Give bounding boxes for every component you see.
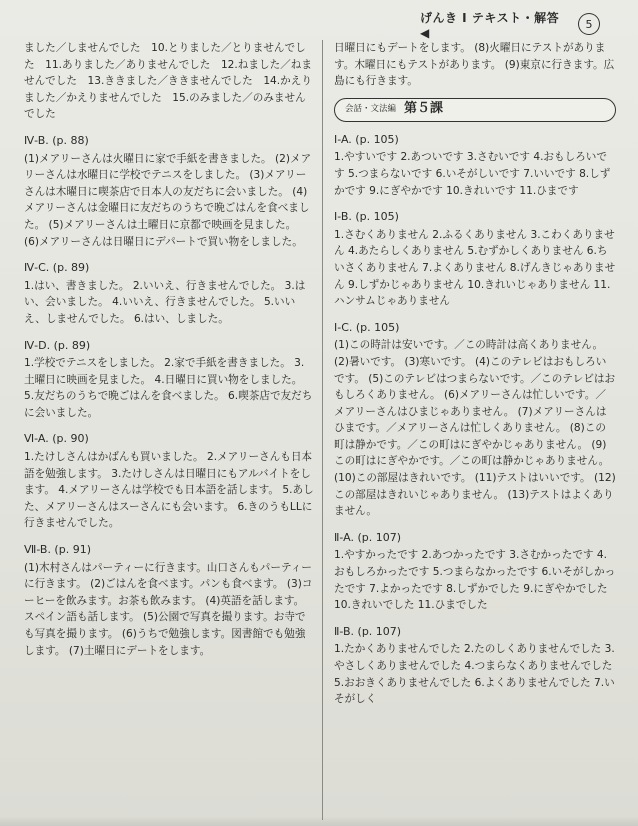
section-heading: Ⅰ-C. (p. 105)	[334, 320, 400, 334]
header-title: げんき I テキスト・解答◀	[420, 10, 560, 40]
section-heading: Ⅰ-B. (p. 105)	[334, 210, 399, 224]
section-body: 1.たかくありませんでした 2.たのしくありませんでした 3.やさしくありませんでした 4.つまらなくありませんでした 5.おおきくありませんでした 6.よくありませんでした 7.いそがしく	[334, 643, 616, 706]
right-intro-text: 日曜日にもデートをします。 (8)火曜日にテストがあります。木曜日にもテストがあります。 (9)東京に行きます。広島にも行きます。	[334, 42, 615, 88]
right-column	[334, 40, 616, 708]
section-heading: Ⅵ-A. (p. 90)	[24, 432, 89, 446]
section-body: 1.はい、書きました。 2.いいえ、行きませんでした。 3.はい、会いました。 4.いいえ、行きませんでした。 5.いいえ、しませんでした。 6.はい、しました。	[24, 279, 306, 325]
page-bottom-shadow	[0, 816, 638, 826]
section-body: (1)この時計は安いです。／この時計は高くありません。 (2)暑いです。 (3)寒いです。 (4)このテレビはおもしろいです。 (5)このテレビはつまらないです。／このテレビはおもしろくありません。 (6)メアリーさんは忙しいです。／メアリーさんはひまじゃありません。 (7)メアリーさんはひまです。／メアリーさんは忙しくありません。 (8)この町は静かです。／この町はにぎやかじゃありません。 (9)この町はにぎやかです。／この町は静かじゃありません。 (10)この部屋はきれいです。 (11)テストはいいです。 (12)この部屋はきれいじゃありません。 (13)テストはよくありません。	[334, 339, 616, 518]
section-body: (1)木村さんはパーティーに行きます。山口さんもパーティーに行きます。 (2)ごはんを食べます。パンも食べます。 (3)コーヒーを飲みます。お茶も飲みます。 (4)英語を話します。スペイン語も話します。 (5)公園で写真を撮ります。お寺でも写真を撮ります。 (6)うちで勉強します。図書館でも勉強します。 (7)土曜日にデートをします。	[24, 561, 313, 657]
section-body: 1.たけしさんはかばんも買いました。 2.メアリーさんも日本語を勉強します。 3.たけしさんは日曜日にもアルバイトをします。 4.メアリーさんは学校でも日本語を話します。 5.あした、メアリーさんはスーさんにも会います。 6.きのうもLLに行きませんでした。	[24, 451, 314, 530]
lesson-header-box	[334, 98, 616, 122]
column-divider	[322, 40, 323, 820]
section-body: 1.やすかったです 2.あつかったです 3.さむかったです 4.おもしろかったです 5.つまらなかったです 6.いそがしかったです 7.よかったです 8.しずかでした 9.にぎやかでした 10.きれいでした 11.ひまでした	[334, 549, 616, 612]
section-body: (1)メアリーさんは火曜日に家で手紙を書きました。 (2)メアリーさんは水曜日に学校でテニスをしました。 (3)メアリーさんは木曜日に喫茶店で日本人の友だちに会いました。 (4)メアリーさんは金曜日に友だちのうちで晩ごはんを食べました。 (5)メアリーさんは土曜日に京都で映画を見ました。 (6)メアリーさんは日曜日にデパートで買い物をしました。	[24, 152, 312, 248]
section-heading: Ⅰ-A. (p. 105)	[334, 132, 399, 146]
section-body: 1.学校でテニスをしました。 2.家で手紙を書きました。 3.土曜日に映画を見ました。 4.日曜日に買い物をしました。 5.友だちのうちで晩ごはんを食べました。 6.喫茶店で友だちに会いました。	[24, 357, 313, 419]
section-heading: Ⅳ-B. (p. 88)	[24, 133, 89, 147]
section-body: 1.さむくありません 2.ふるくありません 3.こわくありません 4.あたらしくありません 5.むずかしくありません 6.ちいさくありません 7.よくありません 8.げんきじゃありません 9.しずかじゃありません 10.きれいじゃありません 11.ハンサムじゃありません	[334, 228, 616, 308]
section-heading: Ⅳ-D. (p. 89)	[24, 338, 91, 352]
page-header	[420, 10, 600, 40]
lesson-label: 会話・文法編	[345, 104, 397, 115]
section-heading: Ⅳ-C. (p. 89)	[24, 261, 90, 275]
left-intro-text: ました／しませんでした 10.とりました／とりませんでした 11.ありました／ありませんでした 12.ねました／ねませんでした 13.ききました／ききませんでした 14.かえりました／かえりませんでした 15.のみました／のみませんでした	[24, 42, 312, 121]
left-column	[24, 40, 314, 659]
lesson-title: 第５課	[404, 101, 444, 117]
section-heading: Ⅶ-B. (p. 91)	[24, 543, 91, 557]
section-heading: Ⅱ-B. (p. 107)	[334, 624, 402, 638]
page-number: 5	[578, 13, 600, 35]
section-heading: Ⅱ-A. (p. 107)	[334, 530, 402, 544]
section-body: 1.やすいです 2.あついです 3.さむいです 4.おもしろいです 5.つまらないです 6.いそがしいです 7.いいです 8.しずかです 9.にぎやかです 10.きれいです 11.ひまです	[334, 151, 611, 197]
